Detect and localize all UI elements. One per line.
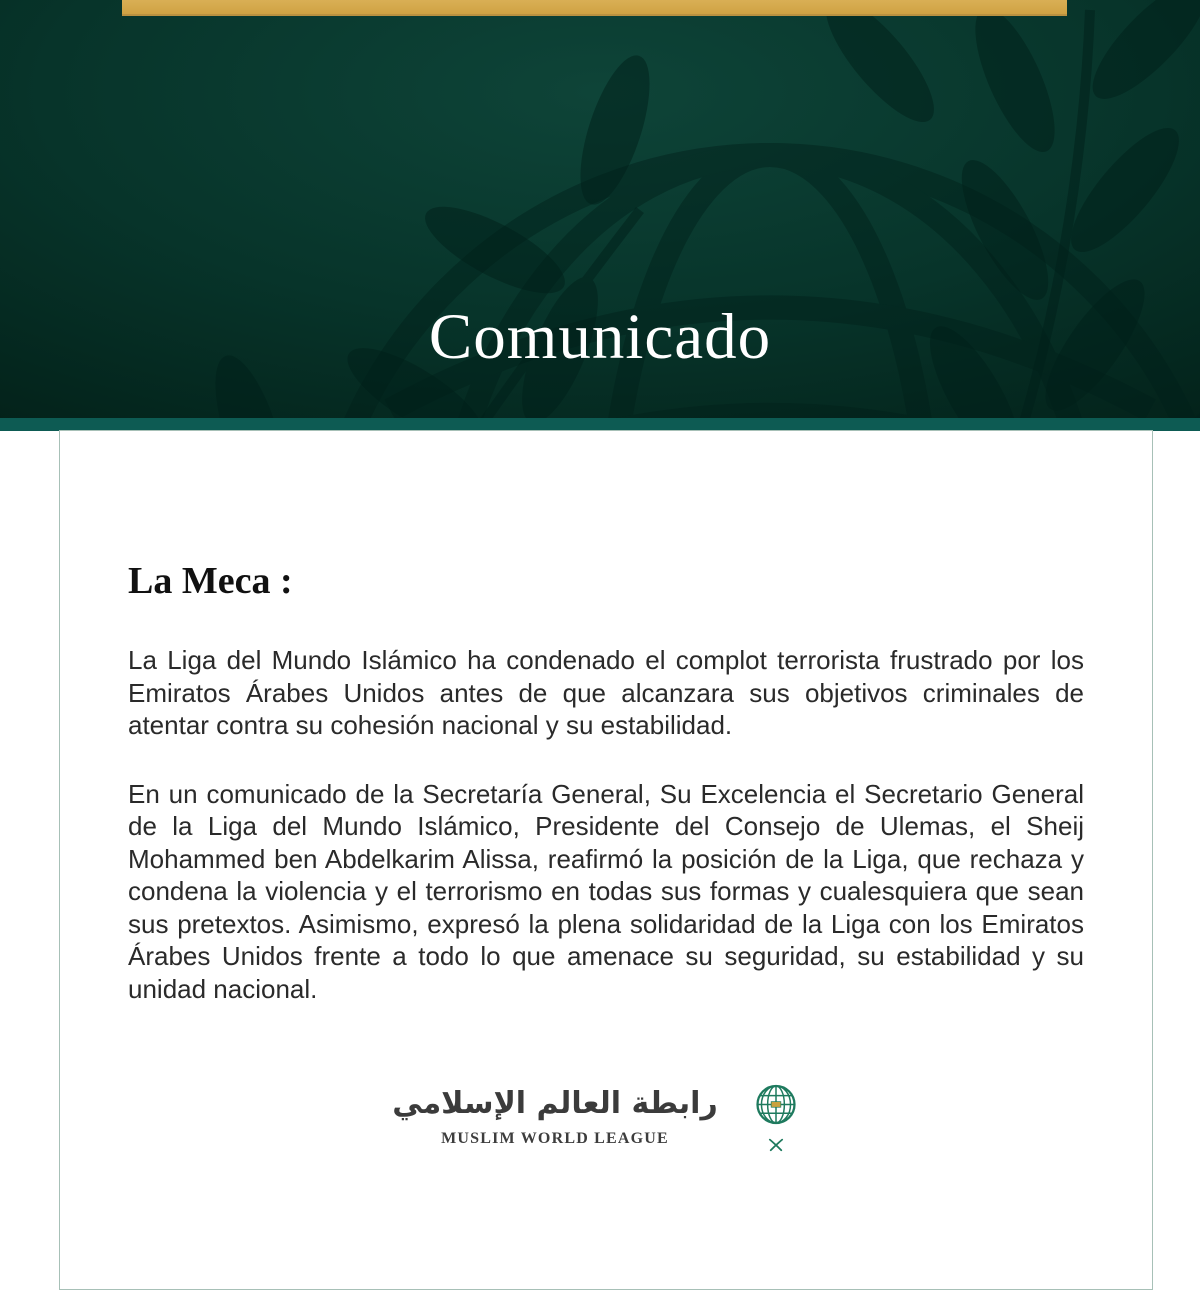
paragraph-2: En un comunicado de la Secretaría General, Su Excelencia el Secretario General de la Liga del Mundo Islámico, Presidente del Consejo de Ulemas, el Sheij Mohammed ben Abdelkarim Alissa, reafirmó la posición de la Liga, que rechaza y condena la violencia y el terrorismo en todas sus formas y cualesquiera que sean sus pretextos. Asimismo, expresó la plena solidaridad de la Liga con los Emiratos Árabes Unidos frente a todo lo que amenace su seguridad, su estabilidad y su unidad nacional.: [128, 778, 1084, 1004]
mwl-logo-text: [392, 1082, 718, 1148]
mwl-logo: [128, 1067, 1084, 1163]
kaaba-mark: [771, 1102, 781, 1108]
mwl-arabic-calligraphy: رابطة العالم الإسلامي: [392, 1086, 718, 1121]
globe-laurel-wreath-icon: [732, 1067, 820, 1163]
header-banner: [0, 0, 1200, 418]
mwl-wordmark: MUSLIM WORLD LEAGUE: [441, 1130, 669, 1147]
paragraph-1: La Liga del Mundo Islámico ha condenado el complot terrorista frustrado por los Emiratos Árabes Unidos antes de que alcanzara sus objetivos criminales de atentar contra su cohesión nacional y su estabilidad.: [128, 645, 1084, 740]
page-title: Comunicado: [428, 301, 772, 373]
gold-accent-bar: [122, 0, 1067, 16]
dateline-heading: La Meca :: [128, 560, 293, 602]
content-card: [59, 430, 1153, 1290]
